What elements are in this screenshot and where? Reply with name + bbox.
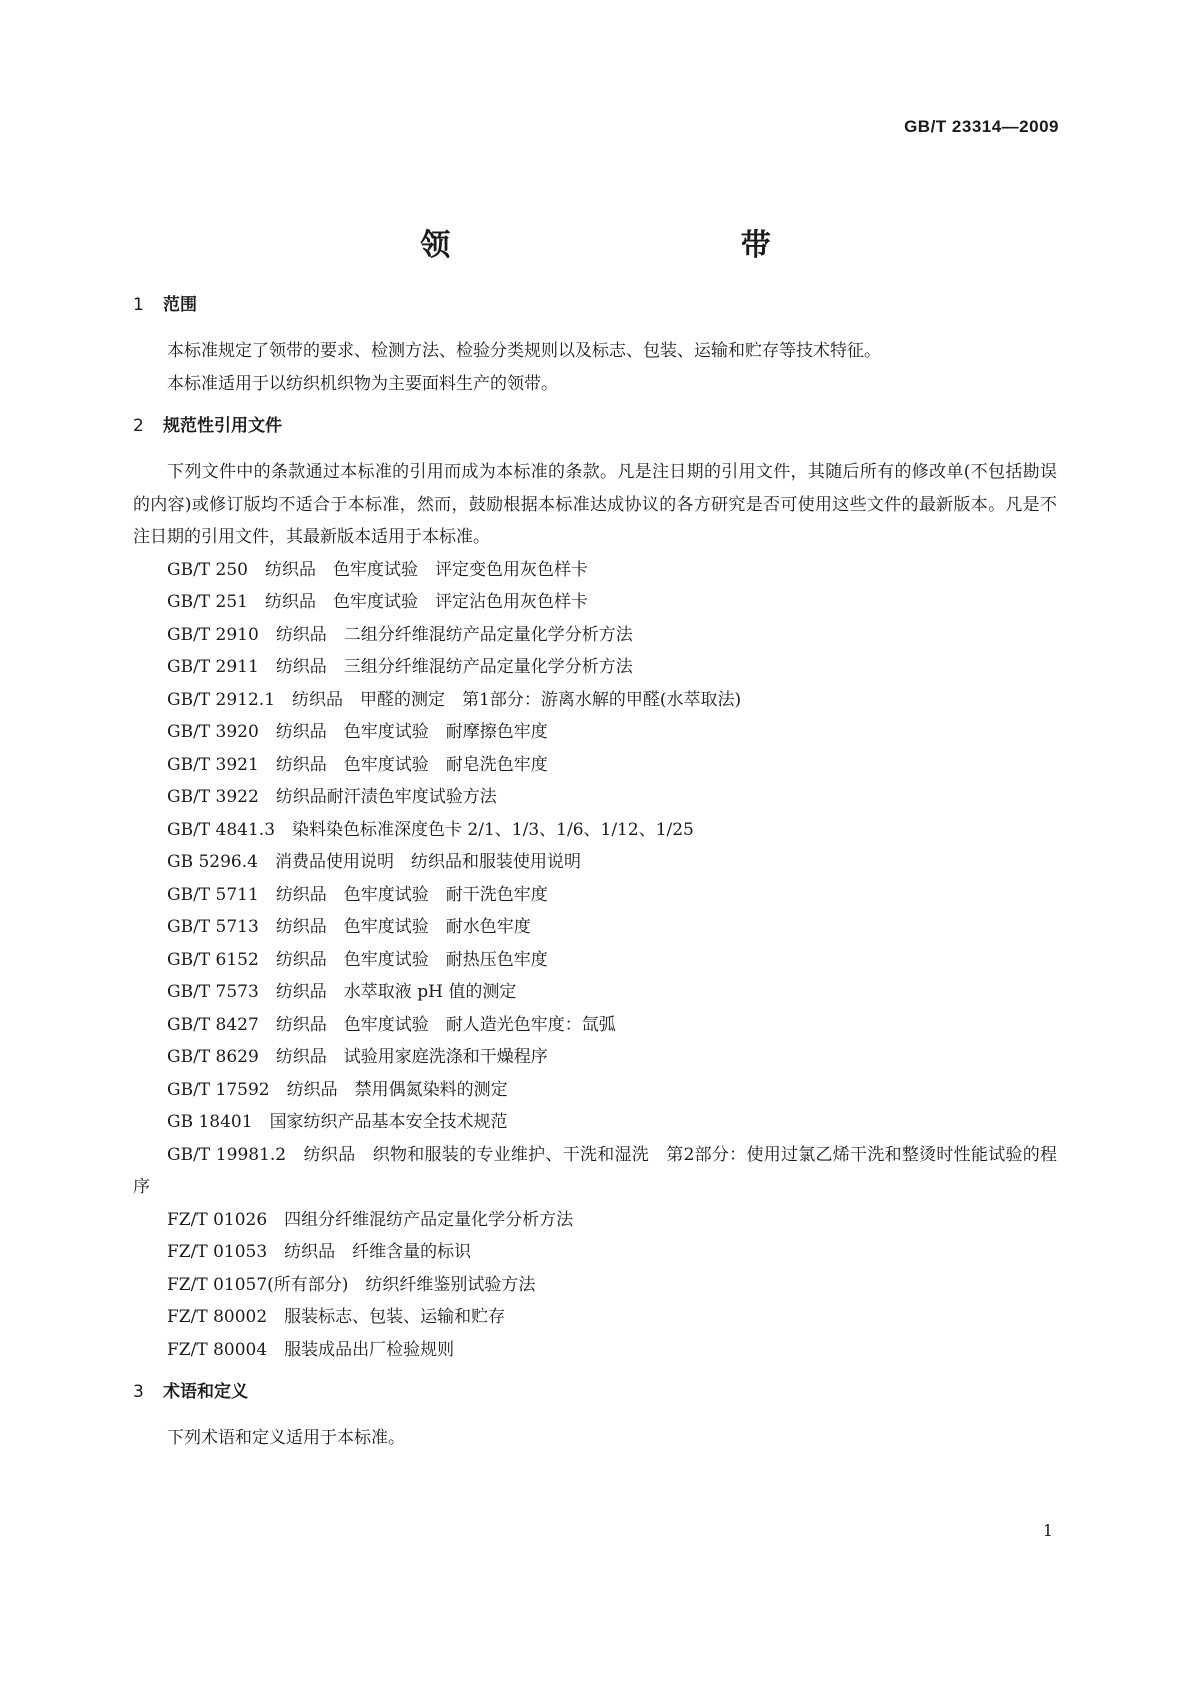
reference-code: GB/T 7573 <box>167 982 259 1002</box>
reference-item <box>133 586 1057 619</box>
reference-item <box>133 976 1057 1009</box>
reference-title: 纺织品 色牢度试验 耐热压色牢度 <box>275 949 548 970</box>
reference-title: 纺织品 色牢度试验 耐皂洗色牢度 <box>275 754 548 775</box>
document-title: 领 带 <box>420 228 911 263</box>
reference-item <box>133 1301 1057 1334</box>
reference-item <box>133 1236 1057 1269</box>
paragraph: 下列文件中的条款通过本标准的引用而成为本标准的条款。凡是注日期的引用文件，其随后所有的修改单(不包括勘误的内容)或修订版均不适合于本标准，然而，鼓励根据本标准达成协议的各方研究是否可使用这些文件的最新版本。凡是不注日期的引用文件，其最新版本适用于本标准。 <box>133 462 1057 547</box>
reference-code: GB/T 3921 <box>167 754 259 775</box>
reference-title: 四组分纤维混纺产品定量化学分析方法 <box>284 1209 574 1230</box>
reference-title: 纺织品 色牢度试验 耐干洗色牢度 <box>275 884 548 905</box>
reference-item <box>133 1204 1057 1237</box>
reference-code: GB/T 250 <box>167 559 248 580</box>
reference-item <box>133 684 1057 717</box>
section-number: 3 <box>133 1382 144 1402</box>
reference-code: FZ/T 01057(所有部分) <box>167 1274 349 1295</box>
document-body <box>133 293 1057 1455</box>
reference-code: GB/T 8629 <box>167 1047 259 1067</box>
reference-code: GB/T 17592 <box>167 1079 270 1100</box>
reference-code: FZ/T 80002 <box>167 1307 268 1327</box>
reference-title: 服装成品出厂检验规则 <box>284 1339 455 1360</box>
reference-item <box>133 1334 1057 1367</box>
reference-item <box>133 781 1057 814</box>
reference-code: FZ/T 80004 <box>167 1339 268 1360</box>
reference-code: GB/T 251 <box>167 592 248 612</box>
paragraph: 本标准规定了领带的要求、检测方法、检验分类规则以及标志、包装、运输和贮存等技术特征。 <box>167 341 881 361</box>
reference-code: GB/T 4841.3 <box>167 819 276 840</box>
section-title: 术语和定义 <box>163 1382 248 1402</box>
reference-title: 纺织纤维鉴别试验方法 <box>365 1274 536 1295</box>
reference-code: GB/T 8427 <box>167 1014 259 1035</box>
reference-item <box>133 716 1057 749</box>
reference-item <box>133 749 1057 782</box>
section-number: 1 <box>133 295 144 315</box>
reference-code: FZ/T 01053 <box>167 1242 268 1262</box>
reference-item <box>133 619 1057 652</box>
reference-item <box>133 1041 1057 1074</box>
standard-code: GB/T 23314—2009 <box>904 117 1059 136</box>
reference-item <box>133 1009 1057 1042</box>
section-number: 2 <box>133 416 144 436</box>
reference-code: GB/T 2912.1 <box>167 689 276 710</box>
reference-code: GB/T 2911 <box>167 657 259 677</box>
paragraph: 下列术语和定义适用于本标准。 <box>167 1428 405 1448</box>
reference-item <box>133 554 1057 587</box>
reference-item <box>133 911 1057 944</box>
reference-title: 染料染色标准深度色卡 2/1、1/3、1/6、1/12、1/25 <box>292 819 694 840</box>
reference-title: 国家纺织产品基本安全技术规范 <box>269 1112 508 1132</box>
reference-item <box>133 1139 1057 1204</box>
section-heading-terms-definitions <box>133 1380 1057 1404</box>
section-title: 范围 <box>163 295 197 315</box>
reference-code: GB/T 6152 <box>167 949 259 970</box>
reference-title: 纺织品 甲醛的测定 第1部分：游离水解的甲醛(水萃取法) <box>292 689 742 710</box>
reference-title: 纺织品耐汗渍色牢度试验方法 <box>275 787 497 807</box>
reference-title: 纺织品 色牢度试验 耐摩擦色牢度 <box>275 722 548 742</box>
section-heading-normative-references <box>133 414 1057 438</box>
reference-title: 纺织品 纤维含量的标识 <box>284 1242 472 1262</box>
reference-title: 纺织品 色牢度试验 耐人造光色牢度：氙弧 <box>275 1014 616 1035</box>
reference-title: 纺织品 色牢度试验 评定变色用灰色样卡 <box>265 559 588 580</box>
reference-code: GB/T 3922 <box>167 787 259 807</box>
reference-title: 纺织品 色牢度试验 评定沾色用灰色样卡 <box>265 592 588 612</box>
reference-title: 纺织品 织物和服装的专业维护、干洗和湿洗 第2部分：使用过氯乙烯干洗和整烫时性能试验的程序 <box>133 1144 1058 1197</box>
reference-code: GB/T 5711 <box>167 884 259 905</box>
reference-title: 纺织品 三组分纤维混纺产品定量化学分析方法 <box>275 657 633 677</box>
reference-item <box>133 1074 1057 1107</box>
reference-item <box>133 879 1057 912</box>
reference-item <box>133 1269 1057 1302</box>
reference-code: GB/T 19981.2 <box>167 1144 287 1165</box>
reference-item <box>133 944 1057 977</box>
reference-item <box>133 1106 1057 1139</box>
reference-code: GB/T 2910 <box>167 624 259 645</box>
page-number: 1 <box>1042 1521 1053 1540</box>
reference-code: GB 5296.4 <box>167 852 258 872</box>
paragraph: 本标准适用于以纺织机织物为主要面料生产的领带。 <box>167 373 558 394</box>
reference-item <box>133 814 1057 847</box>
reference-title: 消费品使用说明 纺织品和服装使用说明 <box>274 852 581 872</box>
section-title: 规范性引用文件 <box>163 416 282 436</box>
reference-title: 纺织品 色牢度试验 耐水色牢度 <box>275 917 531 937</box>
reference-title: 纺织品 试验用家庭洗涤和干燥程序 <box>275 1047 548 1067</box>
reference-code: FZ/T 01026 <box>167 1209 268 1230</box>
reference-code: GB/T 3920 <box>167 722 259 742</box>
reference-list <box>133 554 1057 1367</box>
reference-code: GB 18401 <box>167 1112 253 1132</box>
reference-title: 服装标志、包装、运输和贮存 <box>284 1307 506 1327</box>
reference-item <box>133 846 1057 879</box>
reference-title: 纺织品 二组分纤维混纺产品定量化学分析方法 <box>275 624 633 645</box>
reference-title: 纺织品 禁用偶氮染料的测定 <box>286 1079 508 1100</box>
reference-code: GB/T 5713 <box>167 917 259 937</box>
section-heading-scope <box>133 293 1057 317</box>
reference-title: 纺织品 水萃取液 pH 值的测定 <box>275 982 517 1002</box>
reference-item <box>133 651 1057 684</box>
